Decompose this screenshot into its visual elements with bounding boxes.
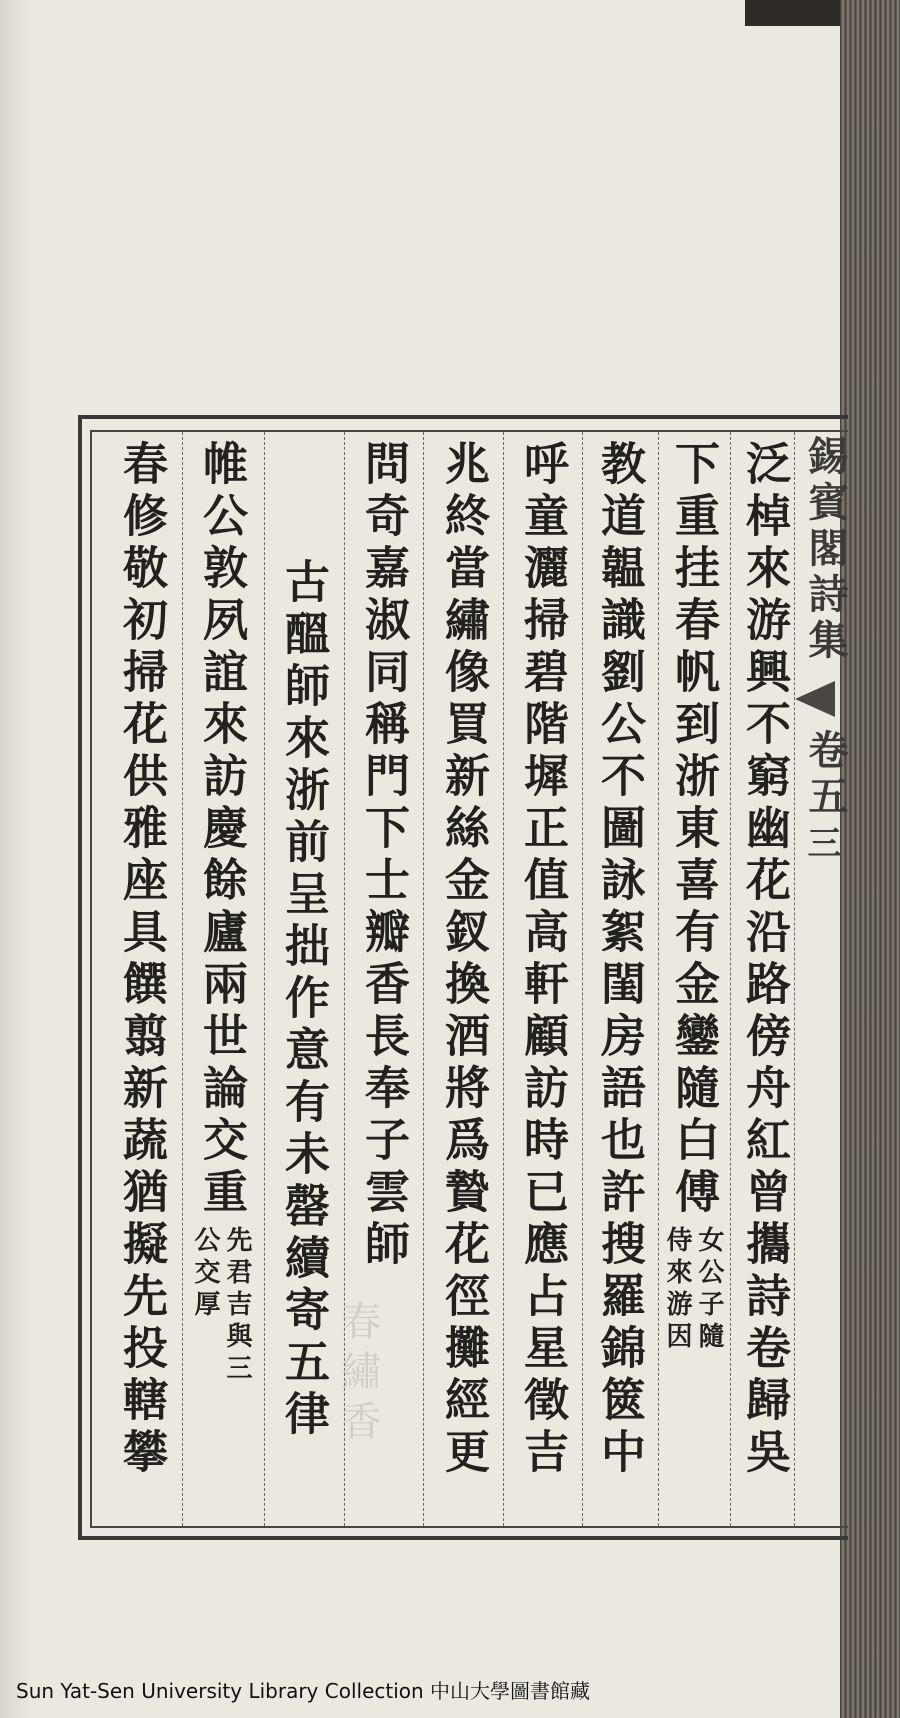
column-rule — [658, 432, 659, 1526]
text-column-6 — [352, 440, 414, 1520]
column-rule — [503, 432, 504, 1526]
column-rule — [344, 432, 345, 1526]
column-text: 兆終當繡像買新絲金釵換酒將爲贄花徑攤經更 — [437, 440, 490, 1480]
page-gutter-shadow — [0, 0, 30, 1718]
column-text: 呼童灑掃碧階墀正值高軒顧訪時已應占星徵吉 — [516, 440, 569, 1480]
book-page-edges — [840, 0, 900, 1718]
column-text: 春修敬初掃花供雅座具饌翦新蔬猶擬先投轄攀 — [115, 440, 168, 1480]
note-right: 先君吉與三 — [222, 1226, 252, 1386]
interlinear-note — [190, 1226, 252, 1386]
column-rule — [182, 432, 183, 1526]
fish-tail-mark — [795, 681, 835, 717]
text-column-9 — [110, 440, 172, 1520]
column-rule — [423, 432, 424, 1526]
text-column-2 — [662, 440, 724, 1520]
column-text: 泛棹來游興不窮幽花沿路傍舟紅曾攜詩卷歸吳 — [738, 440, 791, 1480]
note-right: 女公子隨 — [694, 1226, 724, 1354]
volume-label: 卷五 — [802, 729, 849, 821]
book-title: 錫賓閣詩集 — [802, 435, 849, 665]
column-text: 教道韞識劉公不圖詠絮閨房語也許搜羅錦篋中 — [593, 440, 646, 1480]
running-header — [797, 435, 849, 1525]
text-column-4 — [511, 440, 573, 1520]
text-column-8 — [190, 440, 252, 1520]
text-column-1 — [733, 440, 795, 1520]
text-column-5 — [432, 440, 494, 1520]
column-text: 下重挂春帆到浙東喜有金鑾隨白傅 — [667, 440, 720, 1220]
interlinear-note — [662, 1226, 724, 1354]
column-rule — [730, 432, 731, 1526]
collection-caption: Sun Yat-Sen University Library Collection 中山大學圖書館藏 — [16, 1679, 591, 1703]
column-rule — [582, 432, 583, 1526]
note-left: 公交厚 — [190, 1226, 220, 1322]
column-text: 帷公敦夙誼來訪慶餘廬兩世論交重 — [195, 440, 248, 1220]
poem-heading: 古醞師來浙前呈拙作意有未罄續寄五律 — [277, 558, 330, 1442]
poem-heading-column — [272, 440, 334, 1520]
text-column-3 — [588, 440, 650, 1520]
column-rule — [264, 432, 265, 1526]
bleed-through-text: 春繡香 — [335, 1300, 381, 1450]
note-left: 侍來游因 — [662, 1226, 692, 1354]
folio-number: 三 — [801, 825, 841, 859]
column-text: 問奇嘉淑同稱門下士瓣香長奉子雲師 — [357, 440, 410, 1272]
